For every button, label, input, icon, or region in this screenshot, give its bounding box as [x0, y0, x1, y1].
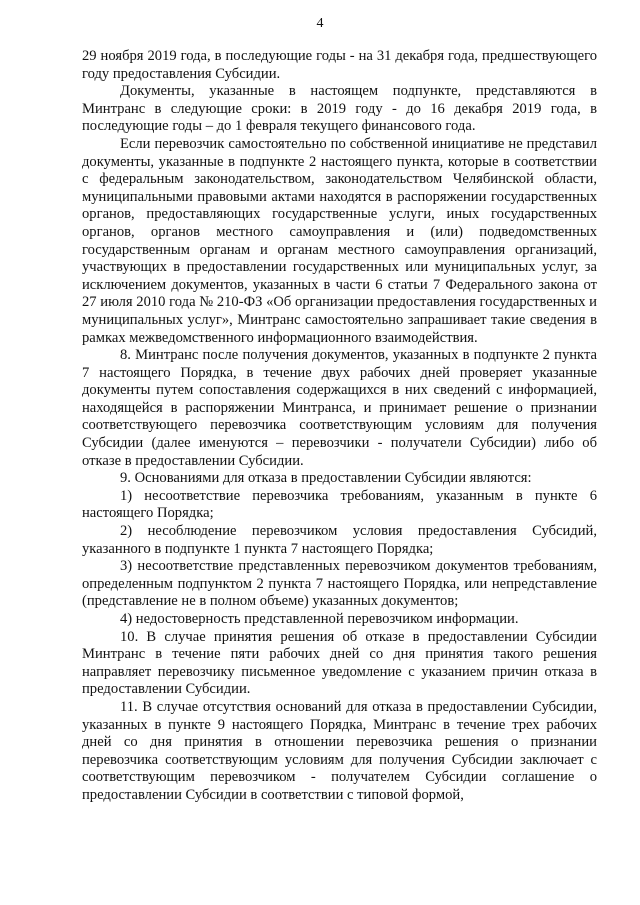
- paragraph-clause-9: 9. Основаниями для отказа в предоставлении Субсидии являются:: [120, 470, 532, 487]
- paragraph-clause-8: 8. Минтранс после получения документов, указанных в подпункте 2 пункта 7 настоящего Порядка, в течение двух рабочих дней проверяет указанные документы путем сопоставления содержащихся в них сведений с информацией, находящейся в распоряжении Минтранса, и принимает решение о признании соответствующего перевозчика соответствующим условиям для получения Субсидии (далее именуются – перевозчики - получатели Субсидии) либо об отказе в предоставлении Субсидии.: [82, 347, 597, 469]
- paragraph-clause-9-item-3: 3) несоответствие представленных перевозчиком документов требованиям, определенным подпунктом 2 пункта 7 настоящего Порядка, или непредставление (представление не в полном объеме) указанных документов;: [82, 558, 597, 610]
- paragraph-deadlines: Документы, указанные в настоящем подпункте, представляются в Минтранс в следующие сроки: в 2019 году - до 16 декабря 2019 года, в последующие годы – до 1 февраля текущего финансового года.: [82, 83, 597, 135]
- paragraph-clause-10: 10. В случае принятия решения об отказе в предоставлении Субсидии Минтранс в течение пяти рабочих дней со дня принятия такого решения направляет перевозчику письменное уведомление с указанием причин отказа в предоставлении Субсидии.: [82, 628, 597, 698]
- paragraph-continuation: 29 ноября 2019 года, в последующие годы - на 31 декабря года, предшествующего году предоставления Субсидии.: [82, 48, 597, 82]
- paragraph-clause-11: 11. В случае отсутствия оснований для отказа в предоставлении Субсидии, указанных в пункте 9 настоящего Порядка, Минтранс в течение трех рабочих дней со дня принятия в отношении перевозчика решения о признании перевозчика соответствующим условиям для получения Субсидии заключает с соответствующим перевозчиком - получателем Субсидии соглашение о предоставлении Субсидии в соответствии с типовой формой,: [82, 698, 597, 803]
- page-number: 4: [316, 16, 324, 31]
- paragraph-clause-9-item-4: 4) недостоверность представленной перевозчиком информации.: [120, 611, 519, 627]
- paragraph-clause-9-item-2: 2) несоблюдение перевозчиком условия предоставления Субсидий, указанного в подпункте 1 пункта 7 настоящего Порядка;: [82, 523, 597, 557]
- body-text: [82, 48, 597, 805]
- paragraph-interagency-request: Если перевозчик самостоятельно по собственной инициативе не представил документы, указанные в подпункте 2 настоящего пункта, которые в соответствии с федеральным законодательством, законодательством Челябинской области, муниципальными правовыми актами находятся в распоряжении государственных органов, предоставляющих государственные услуги, иных государственных органов, органов местного самоуправления и (или) подведомственных государственным органам и органам местного самоуправления организаций, участвующих в предоставлении государственных или муниципальных услуг, за исключением документов, указанных в части 6 статьи 7 Федерального закона от 27 июля 2010 года № 210-ФЗ «Об организации предоставления государственных и муниципальных услуг», Минтранс самостоятельно запрашивает такие сведения в рамках межведомственного информационного взаимодействия.: [82, 135, 597, 346]
- paragraph-clause-9-item-1: 1) несоответствие перевозчика требованиям, указанным в пункте 6 настоящего Порядка;: [82, 487, 597, 522]
